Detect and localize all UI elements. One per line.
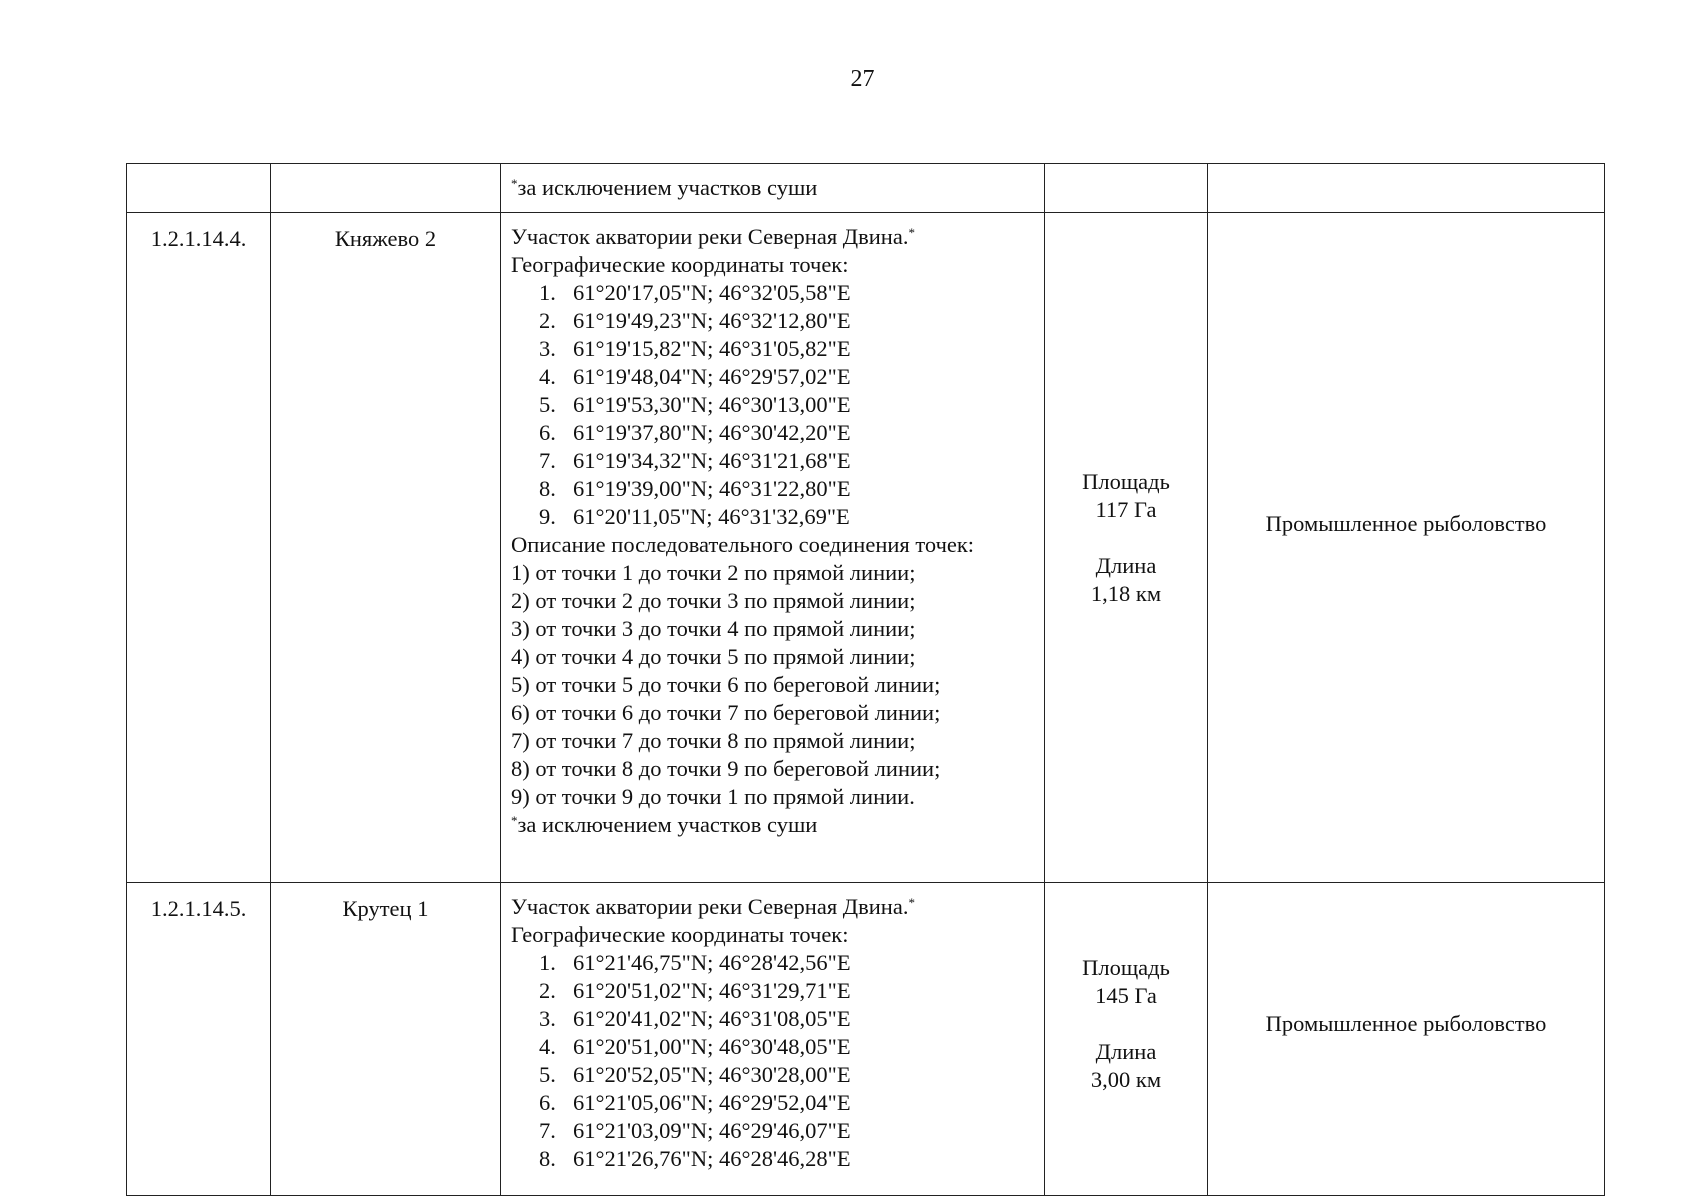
connection-item: 6) от точки 6 до точки 7 по береговой линии; — [511, 700, 941, 725]
coord-value: 61°20'41,02"N; 46°31'08,05"E — [573, 1006, 851, 1031]
length-label: Длина — [1095, 552, 1157, 578]
area-title — [511, 893, 1044, 921]
coord-value: 61°20'51,00"N; 46°30'48,05"E — [573, 1034, 851, 1059]
coord-value: 61°20'51,02"N; 46°31'29,71"E — [573, 978, 851, 1003]
connection-item: 8) от точки 8 до точки 9 по береговой линии; — [511, 756, 941, 781]
coord-value: 61°19'53,30"N; 46°30'13,00"E — [573, 392, 851, 417]
coord-index: 3. — [539, 1006, 556, 1031]
footnote-text: за исключением участков суши — [517, 175, 818, 200]
footnote-mark: * — [511, 176, 518, 191]
coord-item — [511, 1033, 1044, 1061]
coord-item — [511, 1005, 1044, 1033]
coord-value: 61°19'15,82"N; 46°31'05,82"E — [573, 336, 851, 361]
coord-value: 61°19'48,04"N; 46°29'57,02"E — [573, 364, 851, 389]
coord-index: 8. — [539, 476, 556, 501]
coord-index: 7. — [539, 448, 556, 473]
coord-item — [511, 279, 1044, 307]
connection-item: 2) от точки 2 до точки 3 по прямой линии; — [511, 588, 916, 613]
coord-value: 61°19'39,00"N; 46°31'22,80"E — [573, 476, 851, 501]
coord-index: 7. — [539, 1118, 556, 1143]
coord-value: 61°21'46,75"N; 46°28'42,56"E — [573, 950, 851, 975]
cell-name — [271, 164, 501, 213]
footnote-mark: * — [908, 895, 915, 910]
connection-item: 4) от точки 4 до точки 5 по прямой линии; — [511, 644, 916, 669]
coord-value: 61°21'05,06"N; 46°29'52,04"E — [573, 1090, 851, 1115]
coord-value: 61°19'34,32"N; 46°31'21,68"E — [573, 448, 851, 473]
coord-item — [511, 335, 1044, 363]
footnote-text: за исключением участков суши — [517, 812, 818, 837]
row-usage: Промышленное рыболовство — [1208, 213, 1605, 883]
row-number: 1.2.1.14.4. — [127, 213, 271, 883]
coord-index: 4. — [539, 1034, 556, 1059]
row-description — [501, 213, 1045, 883]
coord-item — [511, 949, 1044, 977]
coord-index: 3. — [539, 336, 556, 361]
coord-value: 61°19'49,23"N; 46°32'12,80"E — [573, 308, 851, 333]
footnote-mark: * — [511, 813, 518, 828]
area-title-text: Участок акватории реки Северная Двина. — [511, 224, 909, 249]
length-label: Длина — [1095, 1039, 1157, 1064]
row-number: 1.2.1.14.5. — [127, 883, 271, 1196]
connection-heading: Описание последовательного соединения точек: — [511, 532, 975, 557]
coord-item — [511, 447, 1044, 475]
row-description — [501, 883, 1045, 1196]
row-usage: Промышленное рыболовство — [1208, 883, 1605, 1196]
coord-item — [511, 1145, 1044, 1173]
coord-index: 4. — [539, 364, 556, 389]
coord-item — [511, 503, 1044, 531]
coord-item — [511, 1089, 1044, 1117]
coord-item — [511, 419, 1044, 447]
area-value: 117 Га — [1095, 496, 1157, 522]
coord-index: 2. — [539, 308, 556, 333]
coord-index: 1. — [539, 950, 556, 975]
cell-measures — [1045, 164, 1208, 213]
cell-usage — [1208, 164, 1605, 213]
page-number: 27 — [850, 66, 875, 92]
connection-item: 3) от точки 3 до точки 4 по прямой линии; — [511, 616, 916, 641]
coord-index: 9. — [539, 504, 556, 529]
coords-heading: Географические координаты точек: — [511, 252, 849, 277]
coords-list — [511, 949, 1044, 1173]
row-name: Крутец 1 — [271, 883, 501, 1196]
cell-description — [501, 164, 1045, 213]
length-value: 3,00 км — [1090, 1067, 1162, 1092]
length-value: 1,18 км — [1090, 580, 1162, 606]
connection-item: 7) от точки 7 до точки 8 по прямой линии; — [511, 728, 916, 753]
coord-index: 6. — [539, 420, 556, 445]
footnote-mark: * — [908, 225, 915, 240]
connection-list — [511, 559, 1044, 811]
coord-index: 1. — [539, 280, 556, 305]
coord-value: 61°21'03,09"N; 46°29'46,07"E — [573, 1118, 851, 1143]
coord-index: 8. — [539, 1146, 556, 1171]
coord-item — [511, 307, 1044, 335]
row-measures — [1045, 213, 1208, 883]
coord-item — [511, 1061, 1044, 1089]
coord-item — [511, 391, 1044, 419]
coord-value: 61°20'11,05"N; 46°31'32,69"E — [573, 504, 850, 529]
area-title — [511, 223, 1044, 251]
area-value: 145 Га — [1095, 983, 1157, 1008]
footnote — [511, 811, 1044, 839]
coord-index: 2. — [539, 978, 556, 1003]
coord-value: 61°21'26,76"N; 46°28'46,28"E — [573, 1146, 851, 1171]
connection-item: 9) от точки 9 до точки 1 по прямой линии. — [511, 784, 915, 809]
coord-index: 6. — [539, 1090, 556, 1115]
coord-item — [511, 977, 1044, 1005]
connection-item: 5) от точки 5 до точки 6 по береговой линии; — [511, 672, 941, 697]
connection-item: 1) от точки 1 до точки 2 по прямой линии; — [511, 560, 916, 585]
coord-item — [511, 363, 1044, 391]
area-label: Площадь — [1082, 955, 1170, 980]
coord-value: 61°19'37,80"N; 46°30'42,20"E — [573, 420, 851, 445]
coord-item — [511, 475, 1044, 503]
coord-index: 5. — [539, 392, 556, 417]
coord-index: 5. — [539, 1062, 556, 1087]
coord-value: 61°20'17,05"N; 46°32'05,58"E — [573, 280, 851, 305]
coord-value: 61°20'52,05"N; 46°30'28,00"E — [573, 1062, 851, 1087]
coords-heading: Географические координаты точек: — [511, 922, 849, 947]
table-row-continuation — [127, 164, 1605, 213]
row-name: Княжево 2 — [271, 213, 501, 883]
coord-item — [511, 1117, 1044, 1145]
cell-number — [127, 164, 271, 213]
area-label: Площадь — [1082, 468, 1170, 494]
table-row — [127, 883, 1605, 1196]
row-measures — [1045, 883, 1208, 1196]
coords-list — [511, 279, 1044, 531]
area-title-text: Участок акватории реки Северная Двина. — [511, 894, 909, 919]
fishing-areas-table — [126, 163, 1605, 1196]
table-row — [127, 213, 1605, 883]
